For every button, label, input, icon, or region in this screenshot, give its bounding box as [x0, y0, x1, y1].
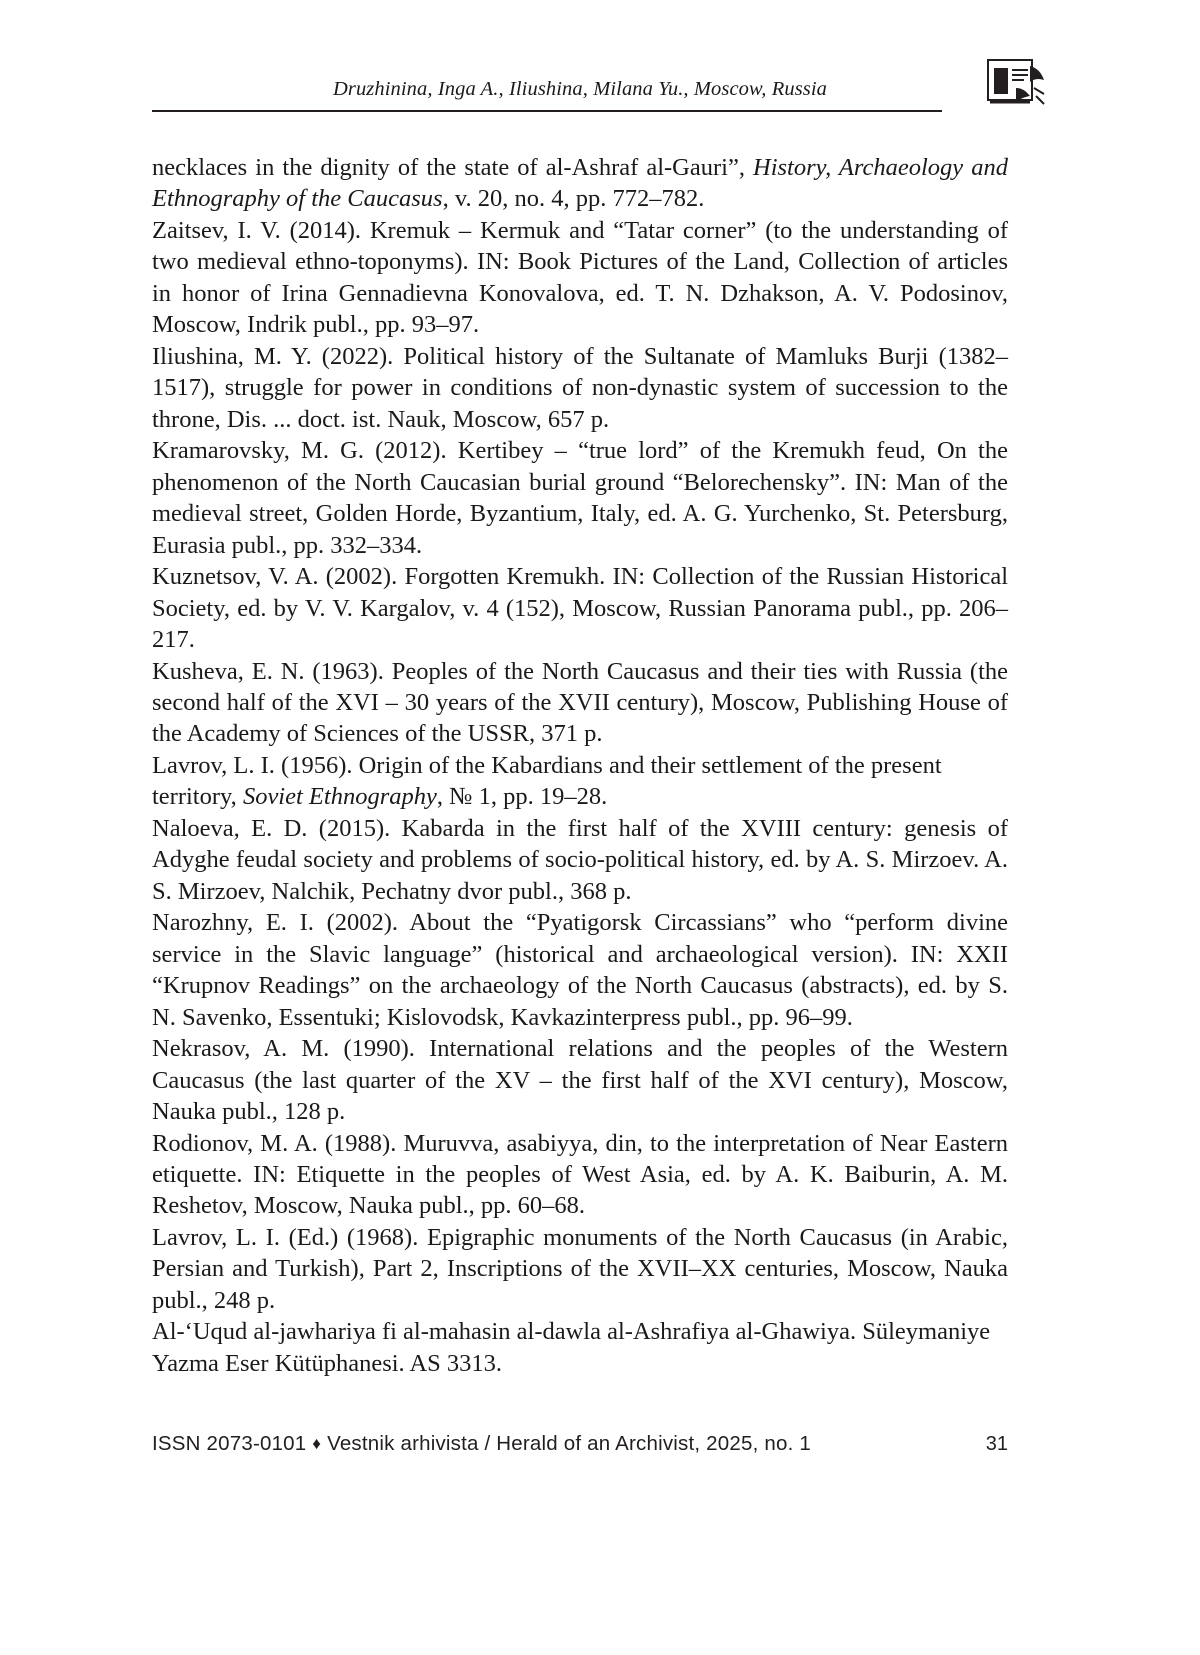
reference-entry: Naloeva, E. D. (2015). Kabarda in the first half of the XVIII century: genesis of Adyghe feudal society and problems of socio-political history, ed. by A. S. Mirzoev. A. S. Mirzoev, Nalchik, Pechatny dvor publ., 368 p. — [152, 814, 1008, 905]
reference-entry: Lavrov, L. I. (1956). Origin of the Kabardians and their settlement of the present territory, Soviet Ethnography, № 1, pp. 19–28. — [152, 751, 942, 811]
diamond-icon: ♦ — [312, 1434, 322, 1453]
reference-entry: Kusheva, E. N. (1963). Peoples of the North Caucasus and their ties with Russia (the second half of the XVI – 30 years of the XVII century), Moscow, Publishing House of the Academy of Sciences of the USSR, 371 p. — [152, 657, 1008, 748]
reference-entry: Zaitsev, I. V. (2014). Kremuk – Kermuk and “Tatar corner” (to the understanding of two medieval ethno-toponyms). IN: Book Pictures of the Land, Collection of articles in honor of Irina Gennadievna Konovalova, ed. T. N. Dzhakson, A. V. Podosinov, Moscow, Indrik publ., pp. 93–97. — [152, 216, 1008, 339]
reference-list — [152, 152, 1008, 1379]
reference-entry: Narozhny, E. I. (2002). About the “Pyatigorsk Circassians” who “perform divine service in the Slavic language” (historical and archaeological version). IN: XXII “Krupnov Readings” on the archaeology of the North Caucasus (abstracts), ed. by S. N. Savenko, Essentuki; Kislovodsk, Kavkazinterpress publ., pp. 96–99. — [152, 909, 1008, 1031]
journal-emblem-icon — [986, 58, 1048, 110]
header-divider — [152, 110, 942, 112]
page-number: 31 — [985, 1433, 1008, 1455]
running-head: Druzhinina, Inga A., Iliushina, Milana Yu., Moscow, Russia — [332, 78, 828, 100]
reference-entry: Rodionov, M. A. (1988). Muruvva, asabiyya, din, to the interpretation of Near Eastern etiquette. IN: Etiquette in the peoples of West Asia, ed. by A. K. Baiburin, A. M. Reshetov, Moscow, Nauka publ., pp. 60–68. — [152, 1129, 1008, 1220]
reference-entry: Iliushina, M. Y. (2022). Political history of the Sultanate of Mamluks Burji (1382–1517), struggle for power in conditions of non-dynastic system of succession to the throne, Dis. ... doct. ist. Nauk, Moscow, 657 p. — [152, 342, 1008, 433]
reference-entry: Nekrasov, A. M. (1990). International relations and the peoples of the Western Caucasus (the last quarter of the XV – the first half of the XVI century), Moscow, Nauka publ., 128 p. — [152, 1035, 1008, 1126]
footer-journal-line — [152, 1432, 811, 1456]
reference-entry: Kuznetsov, V. A. (2002). Forgotten Kremukh. IN: Collection of the Russian Historical Society, ed. by V. V. Kargalov, v. 4 (152), Moscow, Russian Panorama publ., pp. 206–217. — [152, 563, 1008, 654]
reference-entry: Lavrov, L. I. (Ed.) (1968). Epigraphic monuments of the North Caucasus (in Arabic, Persian and Turkish), Part 2, Inscriptions of the XVII–XX centuries, Moscow, Nauka publ., 248 p. — [152, 1223, 1008, 1314]
page-footer — [152, 1432, 1008, 1456]
reference-entry: Kramarovsky, M. G. (2012). Kertibey – “true lord” of the Kremukh feud, On the phenomenon of the North Caucasian burial ground “Belorechensky”. IN: Man of the medieval street, Golden Horde, Byzantium, Italy, ed. A. G. Yurchenko, St. Petersburg, Eurasia publ., pp. 332–334. — [152, 437, 1008, 559]
reference-entry: Al-‘Uqud al-jawhariya fi al-mahasin al-dawla al-Ashrafiya al-Ghawiya. Süleymaniye Yazma Eser Kütüphanesi. AS 3313. — [152, 1318, 991, 1377]
reference-entry: necklaces in the dignity of the state of al-Ashraf al-Gauri”, History, Archaeology and Ethnography of the Caucasus, v. 20, no. 4, pp. 772–782. — [152, 154, 1008, 213]
issn-label: ISSN 2073-0101 — [152, 1432, 307, 1455]
journal-title: Vestnik arhivista / Herald of an Archivist, 2025, no. 1 — [327, 1432, 811, 1455]
page-header — [152, 78, 1048, 101]
